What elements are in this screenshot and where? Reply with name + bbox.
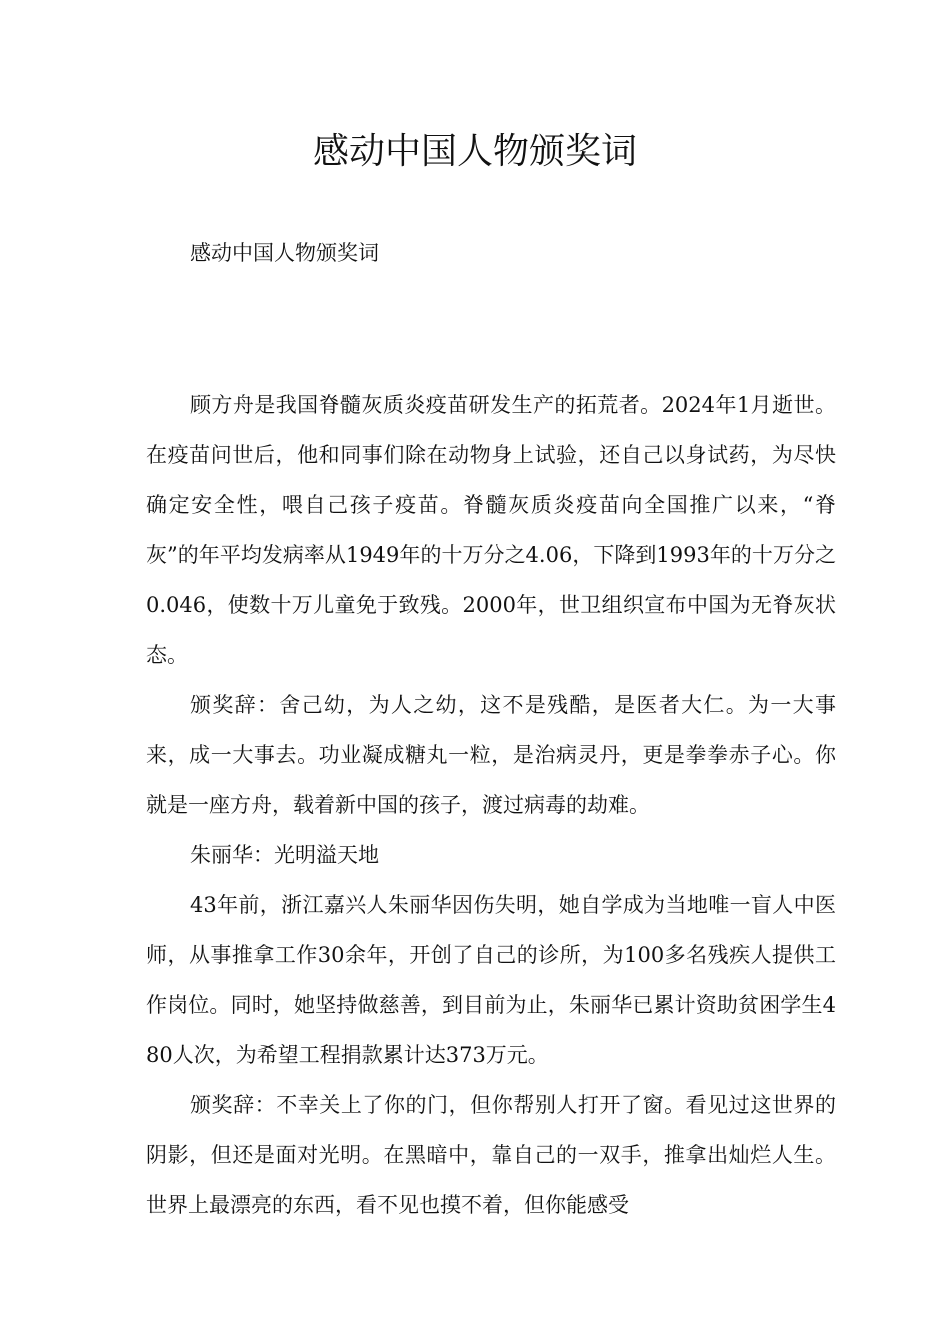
- paragraph-gu-fangzhou-bio: 顾方舟是我国脊髓灰质炎疫苗研发生产的拓荒者。2024年1月逝世。在疫苗问世后，他和同事们除在动物身上试验，还自己以身试药，为尽快确定安全性，喂自己孩子疫苗。脊髓灰质炎疫苗向全国推广以来，“脊灰”的年平均发病率从1949年的十万分之4.06，下降到1993年的十万分之0.046，使数十万儿童免于致残。2000年，世卫组织宣布中国为无脊灰状态。: [146, 393, 836, 667]
- paragraph-zhu-lihua-bio: 43年前，浙江嘉兴人朱丽华因伤失明，她自学成为当地唯一盲人中医师，从事推拿工作30余年，开创了自己的诊所，为100多名残疾人提供工作岗位。同时，她坚持做慈善，到目前为止，朱丽华已累计资助贫困学生480人次，为希望工程捐款累计达373万元。: [146, 893, 836, 1067]
- paragraph-gu-fangzhou-award-speech: 颁奖辞：舍己幼，为人之幼，这不是残酷，是医者大仁。为一大事来，成一大事去。功业凝成糖丸一粒，是治病灵丹，更是拳拳赤子心。你就是一座方舟，载着新中国的孩子，渡过病毒的劫难。: [146, 693, 836, 817]
- document-subtitle: 感动中国人物颁奖词: [190, 241, 379, 265]
- paragraph-zhu-lihua-award-speech: 颁奖辞：不幸关上了你的门，但你帮别人打开了窗。看见过这世界的阴影，但还是面对光明。在黑暗中，靠自己的一双手，推拿出灿烂人生。世界上最漂亮的东西，看不见也摸不着，但你能感受: [146, 1093, 836, 1217]
- document-title: 感动中国人物颁奖词: [312, 131, 637, 172]
- document-body: [146, 228, 836, 1230]
- paragraph-zhu-lihua-heading: 朱丽华：光明溢天地: [190, 843, 379, 867]
